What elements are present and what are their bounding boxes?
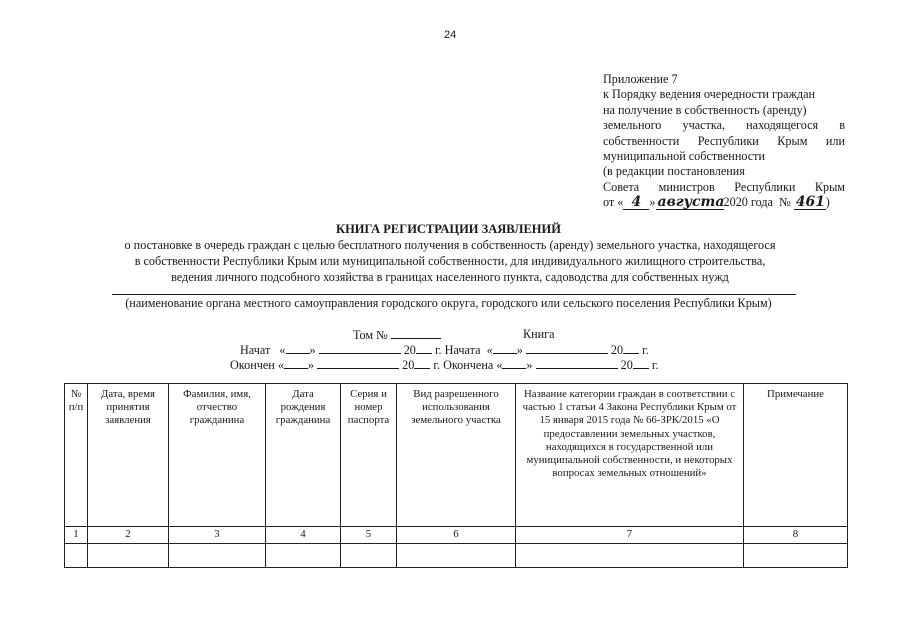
column-number: 6 <box>397 527 516 544</box>
appendix-line: (в редакции постановления <box>603 164 745 179</box>
page-number: 24 <box>444 29 457 41</box>
century: 20 <box>403 343 416 357</box>
appendix-line: на получение в собственность (аренду) <box>603 102 807 117</box>
date-number-label: № <box>779 195 791 210</box>
column-number: 4 <box>266 527 341 544</box>
date-suffix: ) <box>825 195 830 210</box>
header-note: Примечание <box>744 384 848 527</box>
year-blank <box>623 342 639 354</box>
quote-open: « <box>486 343 493 357</box>
empty-cell <box>516 544 744 568</box>
header-full-name: Фамилия, имя, отчество гражданина <box>169 384 266 527</box>
header-land-use: Вид разрешенного использования земельного участка <box>397 384 516 527</box>
document-subtitle <box>80 237 820 285</box>
started-row <box>240 342 649 358</box>
header-birth-date: Дата рождения гражданина <box>266 384 341 527</box>
organization-name-line <box>112 294 796 295</box>
document-title: КНИГА РЕГИСТРАЦИИ ЗАЯВЛЕНИЙ <box>336 222 561 236</box>
day-blank <box>502 357 526 369</box>
subtitle-line: ведения личного подсобного хозяйства в границах населенного пункта, садоводства для собственных нужд <box>171 270 729 284</box>
appendix-line: муниципальной собственности <box>603 149 765 164</box>
empty-cell <box>397 544 516 568</box>
empty-cell <box>266 544 341 568</box>
year-suffix: г. <box>434 343 442 357</box>
column-number: 1 <box>65 527 88 544</box>
quote-close: » <box>516 343 523 357</box>
appendix-line: собственности Республики Крым или <box>603 133 845 148</box>
empty-cell <box>744 544 848 568</box>
empty-row <box>65 544 848 568</box>
started-label: Начат <box>240 343 271 357</box>
volume-field <box>353 327 441 343</box>
resolution-date-line <box>603 195 845 210</box>
ended-label: Окончен <box>230 358 275 372</box>
table-header-row <box>65 384 848 527</box>
column-number: 8 <box>744 527 848 544</box>
date-mid: » <box>649 195 656 210</box>
column-number: 2 <box>88 527 169 544</box>
day-blank <box>284 357 308 369</box>
book-ended-label: Окончена <box>443 358 494 372</box>
appendix-line: к Порядку ведения очередности граждан <box>603 87 816 102</box>
handwritten-month: августа <box>657 194 725 211</box>
column-number: 3 <box>169 527 266 544</box>
column-number: 5 <box>341 527 397 544</box>
handwritten-day: 4 <box>623 196 649 210</box>
quote-open: « <box>496 358 503 372</box>
ended-row <box>230 357 659 373</box>
column-numbers-row <box>65 527 848 544</box>
month-blank <box>317 357 399 369</box>
month-blank <box>319 342 401 354</box>
organization-caption: (наименование органа местного самоуправления городского округа, городского или сельского поселения Республики Крым) <box>125 296 772 310</box>
century: 20 <box>610 343 624 357</box>
registration-table <box>64 383 848 568</box>
volume-label: Том № <box>353 328 388 342</box>
empty-cell <box>65 544 88 568</box>
quote-close: » <box>309 343 316 357</box>
appendix-block <box>603 72 845 211</box>
year-suffix: г. <box>642 343 649 357</box>
century: 20 <box>620 358 633 372</box>
header-citizen-category: Название категории граждан в соответствии с частью 1 статьи 4 Закона Республики Крым от 15 января 2015 года № 66-ЗРК/2015 «О предоставлении земельных участков, находящихся в государственной или муниципальной собственности, и некоторых вопросах земельных отношений» <box>516 384 744 527</box>
book-started-label: Начата <box>444 343 481 357</box>
century: 20 <box>402 358 415 372</box>
year-blank <box>414 357 430 369</box>
empty-cell <box>88 544 169 568</box>
appendix-line: Приложение 7 <box>603 72 678 86</box>
volume-blank <box>391 327 441 339</box>
header-application-date: Дата, время принятия заявления <box>88 384 169 527</box>
year-suffix: г. <box>651 358 659 372</box>
empty-cell <box>341 544 397 568</box>
quote-open: « <box>277 358 284 372</box>
year-blank <box>416 342 432 354</box>
empty-cell <box>169 544 266 568</box>
year-suffix: г. <box>433 358 441 372</box>
header-number: № п/п <box>65 384 88 527</box>
subtitle-line: о постановке в очередь граждан с целью бесплатного получения в собственность (аренду) земельного участка, находящегося <box>124 238 776 252</box>
appendix-line: земельного участка, находящегося в <box>603 118 845 133</box>
header-passport: Серия и номер паспорта <box>341 384 397 527</box>
handwritten-number: 461 <box>795 194 825 211</box>
quote-close: » <box>307 358 315 372</box>
day-blank <box>493 342 517 354</box>
year-blank <box>633 357 649 369</box>
column-number: 7 <box>516 527 744 544</box>
quote-close: » <box>526 358 533 372</box>
subtitle-line: в собственности Республики Крым или муниципальной собственности, для индивидуального жилищного строительства, <box>134 254 766 268</box>
date-prefix: от « <box>603 195 624 210</box>
date-year: 2020 года <box>723 195 773 210</box>
day-blank <box>286 342 310 354</box>
book-label: Книга <box>523 327 555 341</box>
appendix-line: Совета министров Республики Крым <box>603 179 845 194</box>
quote-open: « <box>279 343 286 357</box>
month-blank <box>526 342 608 354</box>
month-blank <box>536 357 618 369</box>
